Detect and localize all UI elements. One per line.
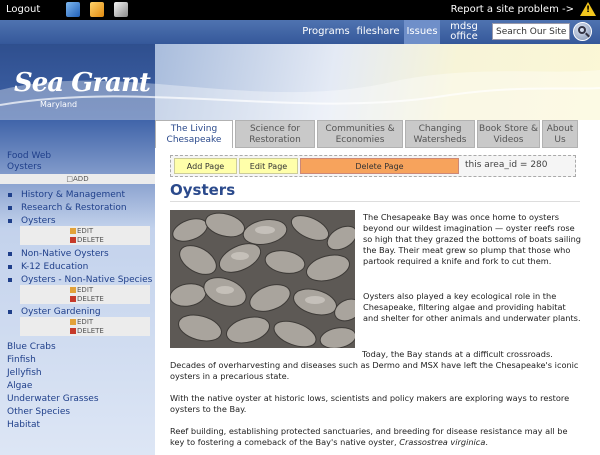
folder-icon[interactable] (90, 2, 104, 17)
top-bar (0, 0, 600, 20)
edit-button[interactable]: EDIT (70, 227, 150, 236)
page-title: Oysters (170, 181, 236, 199)
ecology-paragraph: Oysters also played a key ecological role in the Chesapeake, filtering algae and providing habitat and shelter for other animals and underwater plants. (363, 291, 581, 323)
edit-button[interactable]: EDIT (70, 286, 150, 295)
delete-icon (70, 328, 76, 334)
nav-mdsg-office[interactable] (444, 20, 484, 44)
delete-icon (70, 296, 76, 302)
delete-page-button[interactable]: Delete Page (300, 158, 459, 174)
add-page-button[interactable]: Add Page (174, 158, 237, 174)
area-id-label: this area_id = 280 (465, 160, 548, 170)
sidebar-jellyfish[interactable]: Jellyfish (7, 368, 42, 378)
warning-icon[interactable]: ! (580, 2, 596, 16)
quick-icons (66, 2, 128, 17)
report-problem-link[interactable]: Report a site problem -> (450, 4, 574, 15)
tab-bookstore-videos[interactable]: Book Store & Videos (477, 120, 540, 148)
sidebar-item-history[interactable]: History & Management (9, 190, 125, 200)
sidebar-blue-crabs[interactable]: Blue Crabs (7, 342, 56, 352)
nav-programs[interactable]: Programs (302, 26, 350, 37)
add-icon: □ (66, 175, 74, 183)
edit-icon (70, 319, 76, 325)
logout-link[interactable]: Logout (6, 4, 41, 15)
tab-living-chesapeake[interactable]: The Living Chesapeake (155, 120, 233, 148)
search-button[interactable] (573, 22, 592, 41)
delete-icon (70, 237, 76, 243)
edit-delete-controls (20, 285, 150, 304)
tab-changing-watersheds[interactable]: Changing Watersheds (405, 120, 475, 148)
comeback-paragraph: Reef building, establishing protected sanctuaries, and breeding for disease resistance may all be key to fostering a comeback of the Bay's native oyster, Crassostrea virginica. (170, 426, 568, 447)
sea-grant-logo[interactable]: Sea Grant (14, 68, 150, 98)
sidebar-algae[interactable]: Algae (7, 381, 33, 391)
species-name: Crassostrea virginica (399, 437, 486, 447)
oyster-photo (170, 210, 355, 348)
edit-icon (70, 287, 76, 293)
sidebar-item-research[interactable]: Research & Restoration (9, 203, 127, 213)
nav-issues[interactable]: Issues (404, 20, 440, 44)
sidebar-finfish[interactable]: Finfish (7, 355, 36, 365)
search-input[interactable] (492, 23, 570, 40)
edit-icon (70, 228, 76, 234)
edit-button[interactable]: EDIT (70, 318, 150, 327)
restoration-paragraph: With the native oyster at historic lows, scientists and policy makers are exploring ways to restore oysters to the Bay. (170, 393, 570, 414)
add-button[interactable]: □ADD (0, 174, 155, 184)
nav-mdsg-line2: office (450, 31, 478, 42)
nav-fileshare[interactable]: fileshare (356, 26, 400, 37)
crossroads-paragraph: Today, the Bay stands at a difficult crossroads. Decades of overharvesting and diseases such as Dermo and MSX have left the Chesapeake's iconic oysters in a precarious state. (170, 349, 579, 381)
delete-button[interactable]: DELETE (70, 327, 150, 336)
book-icon[interactable] (66, 2, 80, 17)
sidebar-other-species[interactable]: Other Species (7, 407, 71, 417)
edit-delete-controls (20, 226, 150, 245)
edit-delete-controls (20, 317, 150, 336)
tab-communities-economies[interactable]: Communities & Economies (317, 120, 403, 148)
sidebar-item-oysters[interactable]: Oysters (9, 216, 56, 226)
sidebar-item-non-native-species[interactable]: Oysters - Non-Native Species (9, 275, 152, 285)
page-actions-bar (170, 155, 576, 177)
sidebar-food-web[interactable]: Food Web (7, 151, 52, 161)
edit-page-button[interactable]: Edit Page (239, 158, 298, 174)
tab-about-us[interactable]: About Us (542, 120, 578, 148)
sidebar-item-oyster-gardening[interactable]: Oyster Gardening (9, 307, 101, 317)
main-nav (0, 20, 600, 44)
sidebar-underwater-grasses[interactable]: Underwater Grasses (7, 394, 99, 404)
divider (170, 201, 580, 202)
delete-button[interactable]: DELETE (70, 295, 150, 304)
sidebar-item-non-native[interactable]: Non-Native Oysters (9, 249, 109, 259)
logo-subtitle: Maryland (40, 100, 78, 109)
intro-paragraph: The Chesapeake Bay was once home to oysters beyond our wildest imagination — oyster reefs rose so high that they grazed the bottoms of boats sailing the Bay. Their meat grew so plump that those who partook required a knife and fork to cut them. (363, 212, 581, 266)
tab-science-restoration[interactable]: Science for Restoration (235, 120, 315, 148)
nav-mdsg-line1: mdsg (450, 21, 478, 32)
document-icon[interactable] (114, 2, 128, 17)
sidebar-item-k12[interactable]: K-12 Education (9, 262, 88, 272)
sidebar-oysters[interactable]: Oysters (7, 162, 42, 172)
sidebar-habitat[interactable]: Habitat (7, 420, 41, 430)
delete-button[interactable]: DELETE (70, 236, 150, 245)
